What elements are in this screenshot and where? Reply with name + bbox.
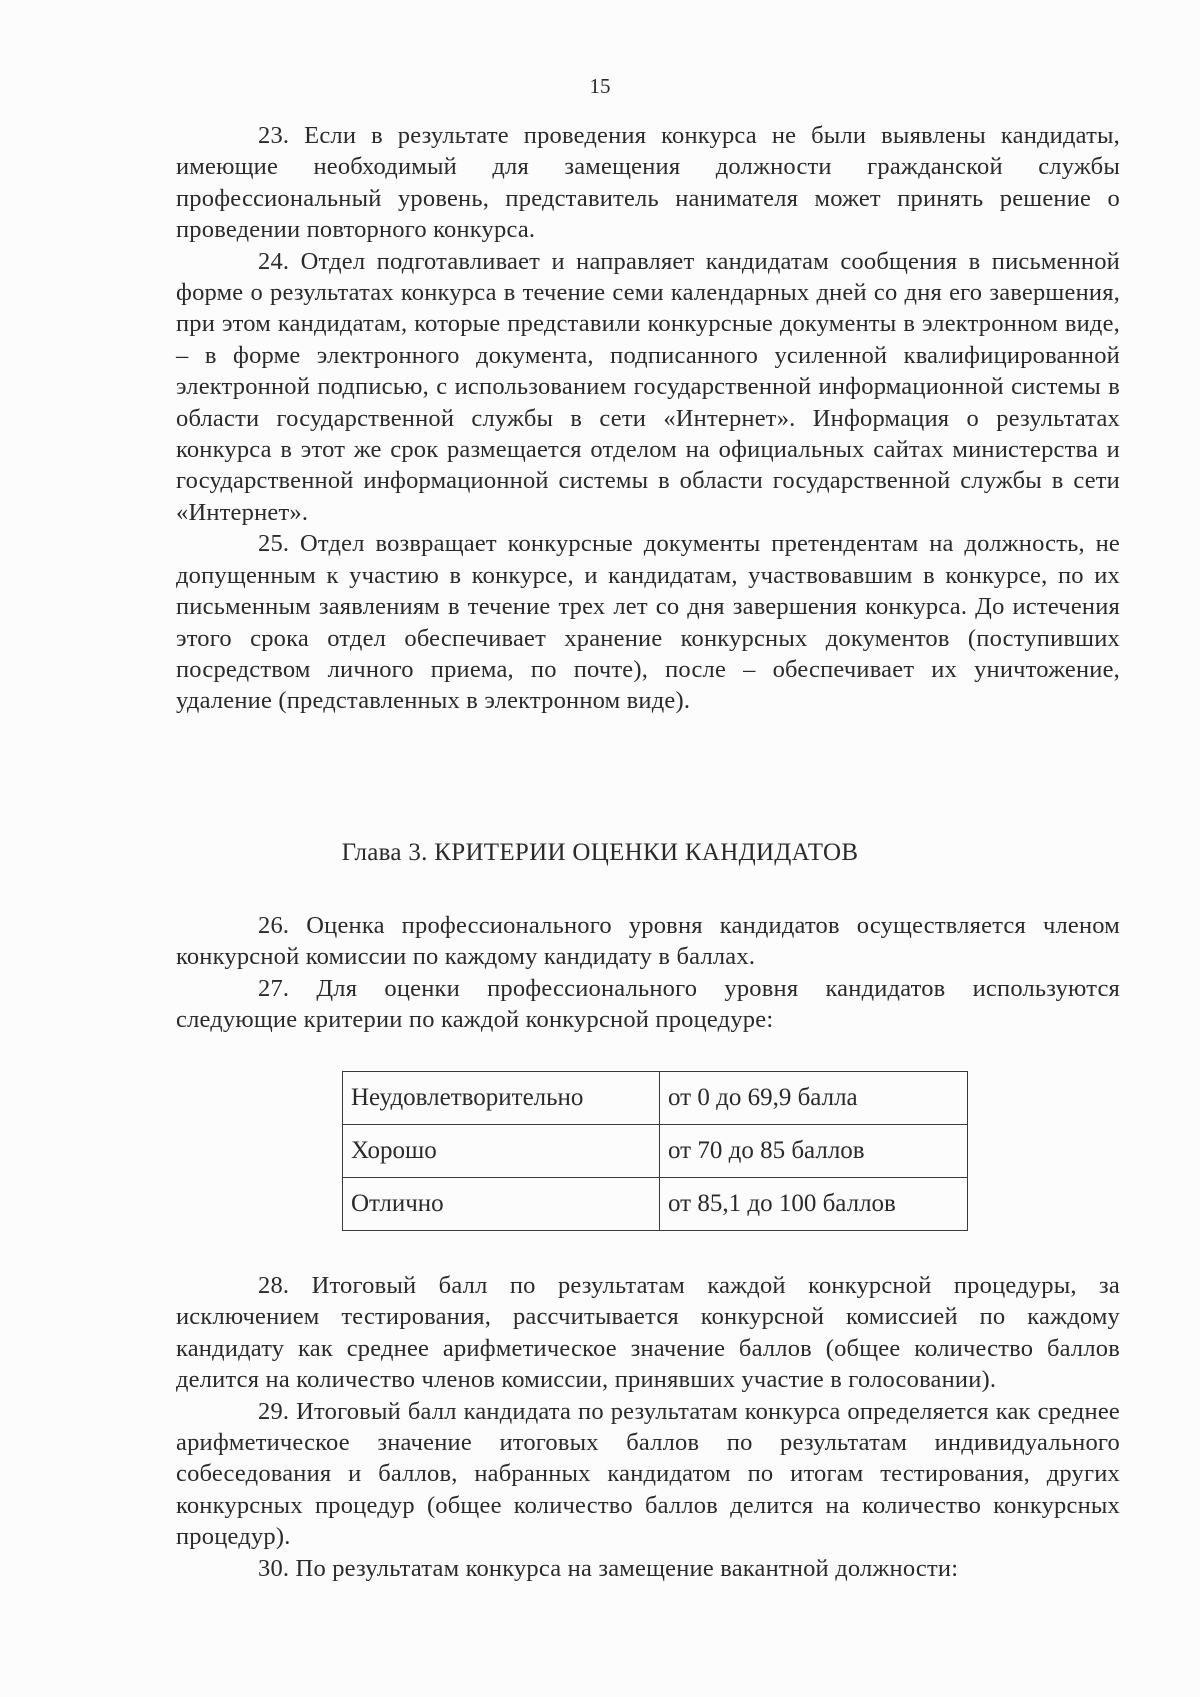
grade-cell: Неудовлетворительно [343, 1072, 660, 1125]
section-1 [176, 120, 1120, 717]
table-row [343, 1125, 968, 1178]
paragraph-28: 28. Итоговый балл по результатам каждой конкурсной процедуры, за исключением тестирования, рассчитывается конкурсной комиссией по каждому кандидату как среднее арифметическое значение баллов (общее количество баллов делится на количество членов комиссии, принявших участие в голосовании). [176, 1272, 1120, 1394]
section-3 [176, 1270, 1120, 1584]
chapter-heading: Глава 3. КРИТЕРИИ ОЦЕНКИ КАНДИДАТОВ [341, 839, 859, 866]
table-row [343, 1178, 968, 1231]
paragraph-29: 29. Итоговый балл кандидата по результатам конкурса определяется как среднее арифметическое значение итоговых баллов по результатам индивидуального собеседования и баллов, набранных кандидатом по итогам тестирования, других конкурсных процедур (общее количество баллов делится на количество конкурсных процедур). [176, 1397, 1120, 1551]
range-cell: от 70 до 85 баллов [660, 1125, 968, 1178]
paragraph-27: 27. Для оценки профессионального уровня кандидатов используются следующие критерии по каждой конкурсной процедуре: [176, 974, 1120, 1034]
grade-cell: Хорошо [343, 1125, 660, 1178]
table-row [343, 1072, 968, 1125]
paragraph-30: 30. По результатам конкурса на замещение вакантной должности: [258, 1554, 959, 1582]
grade-cell: Отлично [343, 1178, 660, 1231]
paragraph-23: 23. Если в результате проведения конкурса не были выявлены кандидаты, имеющие необходимый для замещения должности гражданской службы профессиональный уровень, представитель нанимателя может принять решение о проведении повторного конкурса. [176, 122, 1120, 244]
criteria-table [342, 1071, 968, 1231]
paragraph-25: 25. Отдел возвращает конкурсные документы претендентам на должность, не допущенным к участию в конкурсе, и кандидатам, участвовавшим в конкурсе, по их письменным заявлениям в течение трех лет со дня завершения конкурса. До истечения этого срока отдел обеспечивает хранение конкурсных документов (поступивших посредством личного приема, по почте), после – обеспечивает их уничтожение, удаление (представленных в электронном виде). [176, 530, 1120, 715]
range-cell: от 85,1 до 100 баллов [660, 1178, 968, 1231]
paragraph-26: 26. Оценка профессионального уровня кандидатов осуществляется членом конкурсной комиссии по каждому кандидату в баллах. [176, 912, 1120, 971]
paragraph-24: 24. Отдел подготавливает и направляет кандидатам сообщения в письменной форме о результатах конкурса в течение семи календарных дней со дня его завершения, при этом кандидатам, которые представили конкурсные документы в электронном виде, – в форме электронного документа, подписанного усиленной квалифицированной электронной подписью, с использованием государственной информационной системы в области государственной службы в сети «Интернет». Информация о результатах конкурса в этот же срок размещается отделом на официальных сайтах министерства и государственной информационной системы в области государственной службы в сети «Интернет». [176, 247, 1120, 526]
page-number: 15 [589, 74, 611, 98]
section-2 [176, 910, 1120, 1036]
range-cell: от 0 до 69,9 балла [660, 1072, 968, 1125]
